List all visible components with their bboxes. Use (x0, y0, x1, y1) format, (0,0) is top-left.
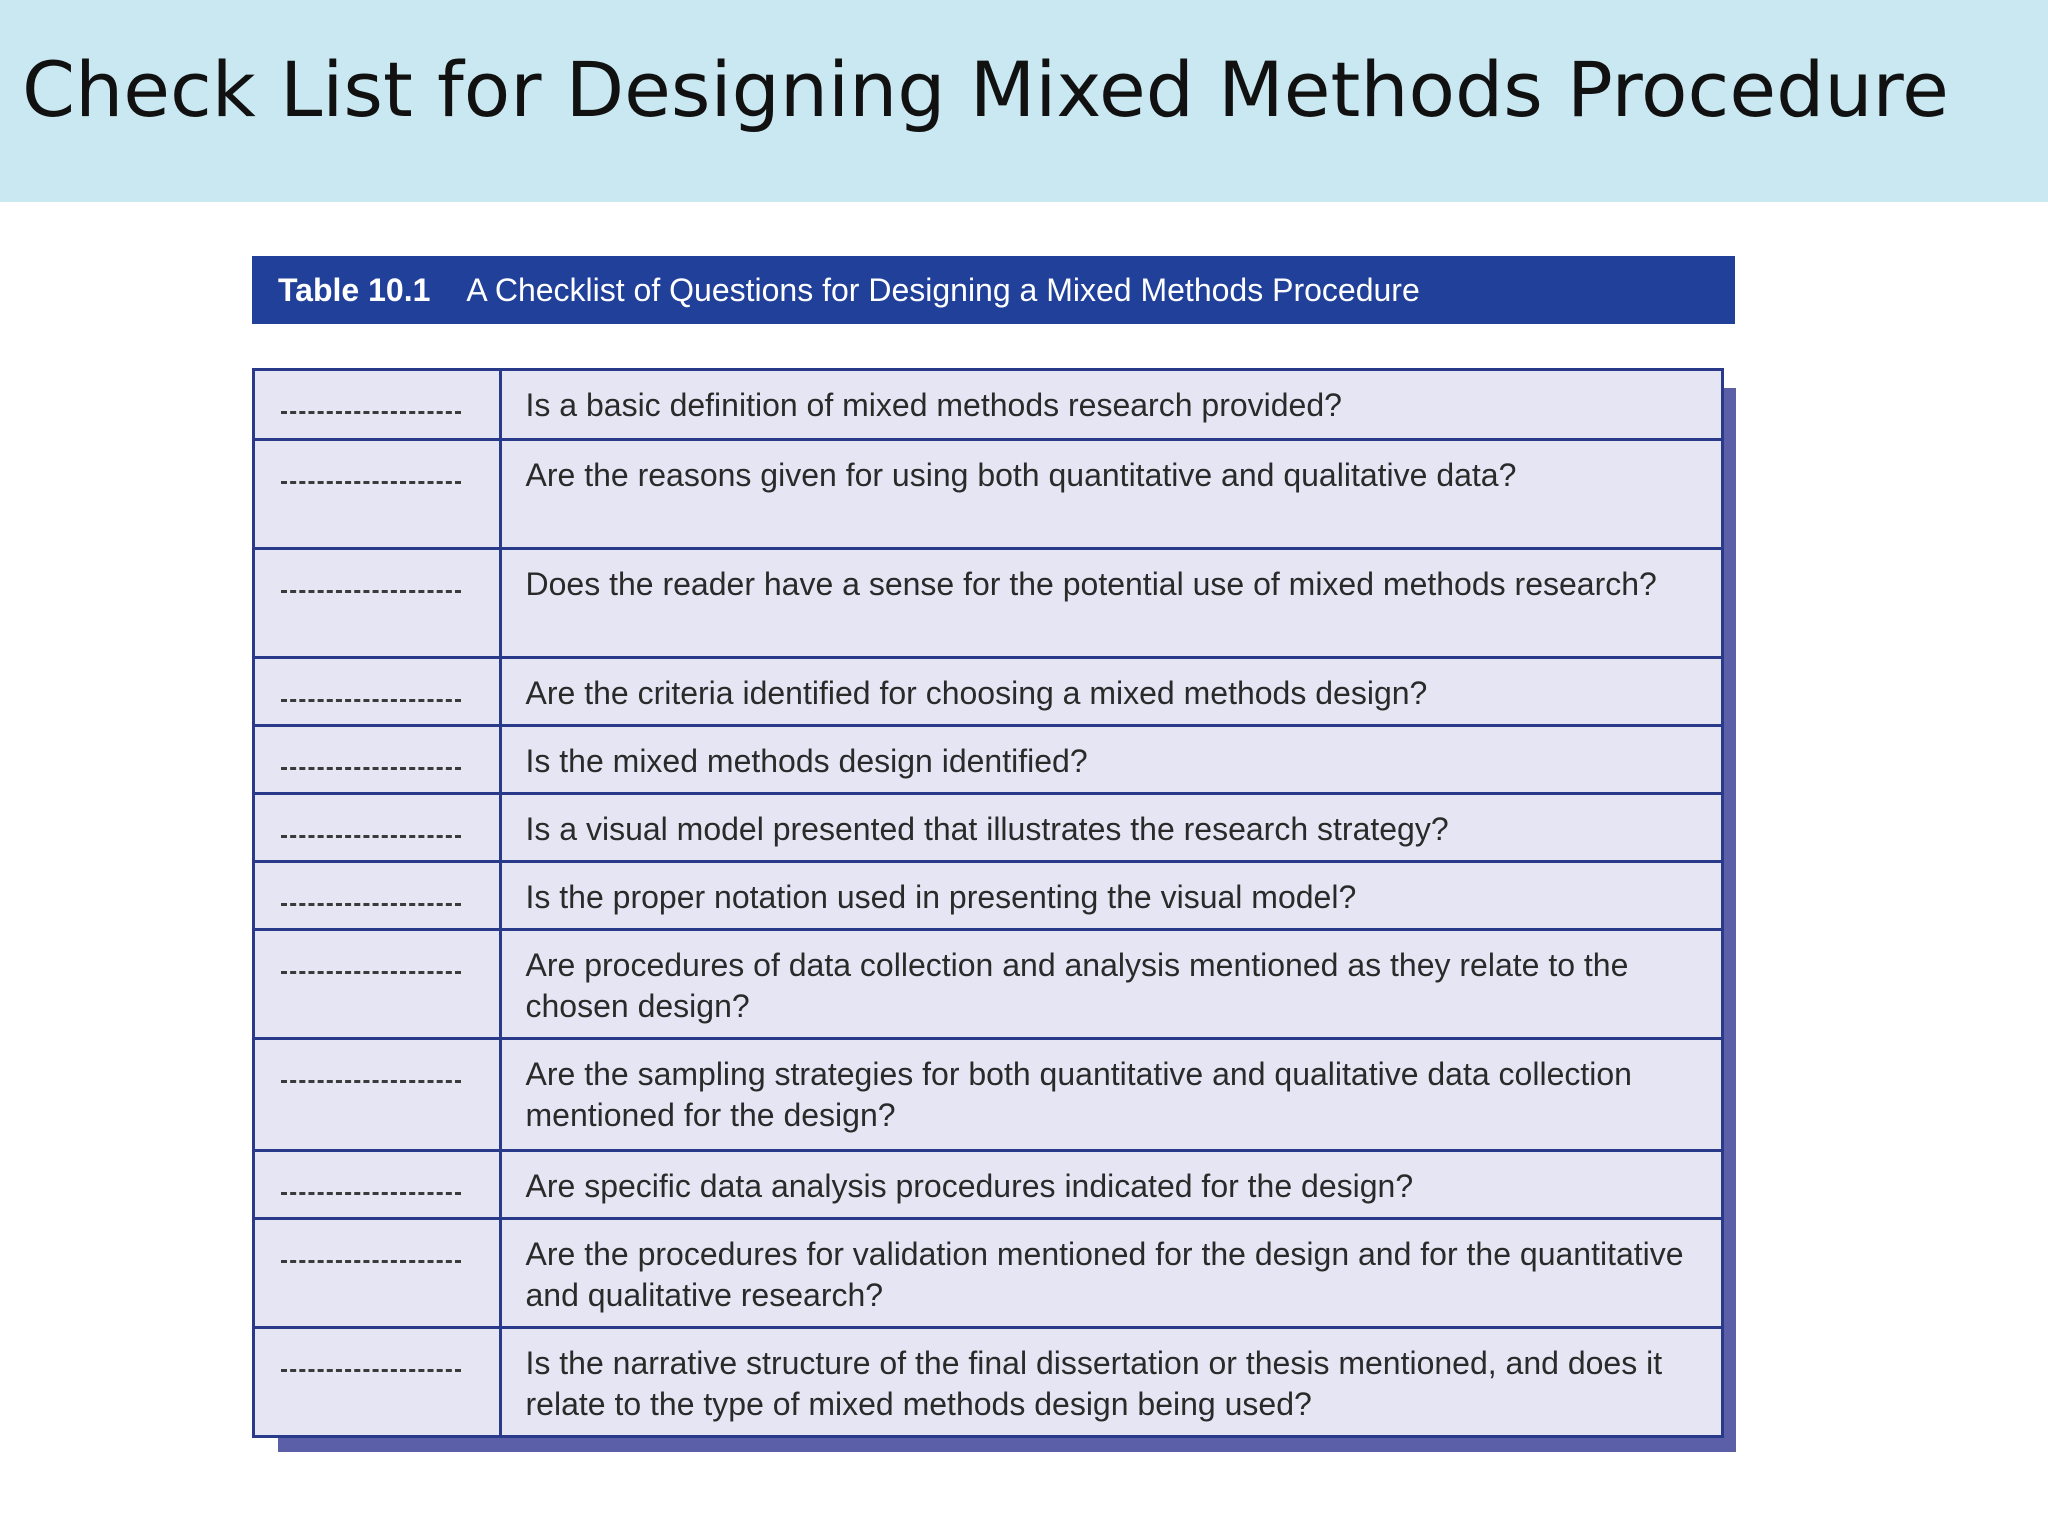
checkbox-blank-cell[interactable] (255, 371, 500, 439)
table-row (255, 657, 1721, 725)
checkbox-blank-cell[interactable] (255, 725, 500, 793)
table-row (255, 1038, 1721, 1150)
question-text: Are procedures of data collection and analysis mentioned as they relate to the chosen design? (500, 929, 1721, 1038)
blank-line (281, 590, 461, 593)
table-row (255, 793, 1721, 861)
blank-line (281, 767, 461, 770)
question-text: Is a basic definition of mixed methods research provided? (500, 371, 1721, 439)
question-text: Is the narrative structure of the final dissertation or thesis mentioned, and does it relate to the type of mixed methods design being used? (500, 1327, 1721, 1436)
checkbox-blank-cell[interactable] (255, 1218, 500, 1327)
table-row (255, 1218, 1721, 1327)
slide-title: Check List for Designing Mixed Methods Procedure (22, 45, 1949, 134)
table-caption-bar (252, 256, 1735, 324)
table-row (255, 1150, 1721, 1218)
checkbox-blank-cell[interactable] (255, 929, 500, 1038)
checkbox-blank-cell[interactable] (255, 793, 500, 861)
table-row (255, 861, 1721, 929)
checkbox-blank-cell[interactable] (255, 861, 500, 929)
table-number: Table 10.1 (278, 271, 431, 308)
blank-line (281, 1080, 461, 1083)
question-text: Does the reader have a sense for the potential use of mixed methods research? (500, 548, 1721, 657)
table-caption: A Checklist of Questions for Designing a Mixed Methods Procedure (466, 271, 1420, 308)
blank-line (281, 411, 461, 414)
checkbox-blank-cell[interactable] (255, 1150, 500, 1218)
checkbox-blank-cell[interactable] (255, 1038, 500, 1150)
table-row (255, 548, 1721, 657)
checkbox-blank-cell[interactable] (255, 548, 500, 657)
table-row (255, 439, 1721, 548)
blank-line (281, 1192, 461, 1195)
blank-line (281, 835, 461, 838)
question-text: Are the procedures for validation mentioned for the design and for the quantitative and qualitative research? (500, 1218, 1721, 1327)
table-row (255, 371, 1721, 439)
blank-line (281, 481, 461, 484)
question-text: Is the proper notation used in presenting the visual model? (500, 861, 1721, 929)
question-text: Are the sampling strategies for both quantitative and qualitative data collection mentioned for the design? (500, 1038, 1721, 1150)
question-text: Are the reasons given for using both quantitative and qualitative data? (500, 439, 1721, 548)
checkbox-blank-cell[interactable] (255, 439, 500, 548)
question-text: Is a visual model presented that illustrates the research strategy? (500, 793, 1721, 861)
blank-line (281, 1260, 461, 1263)
checklist-table (252, 368, 1724, 1438)
table-row (255, 1327, 1721, 1436)
blank-line (281, 699, 461, 702)
title-band (0, 0, 2048, 202)
blank-line (281, 1369, 461, 1372)
checkbox-blank-cell[interactable] (255, 657, 500, 725)
question-text: Are specific data analysis procedures indicated for the design? (500, 1150, 1721, 1218)
question-text: Is the mixed methods design identified? (500, 725, 1721, 793)
table-row (255, 929, 1721, 1038)
checkbox-blank-cell[interactable] (255, 1327, 500, 1436)
question-text: Are the criteria identified for choosing a mixed methods design? (500, 657, 1721, 725)
blank-line (281, 971, 461, 974)
blank-line (281, 903, 461, 906)
table-row (255, 725, 1721, 793)
